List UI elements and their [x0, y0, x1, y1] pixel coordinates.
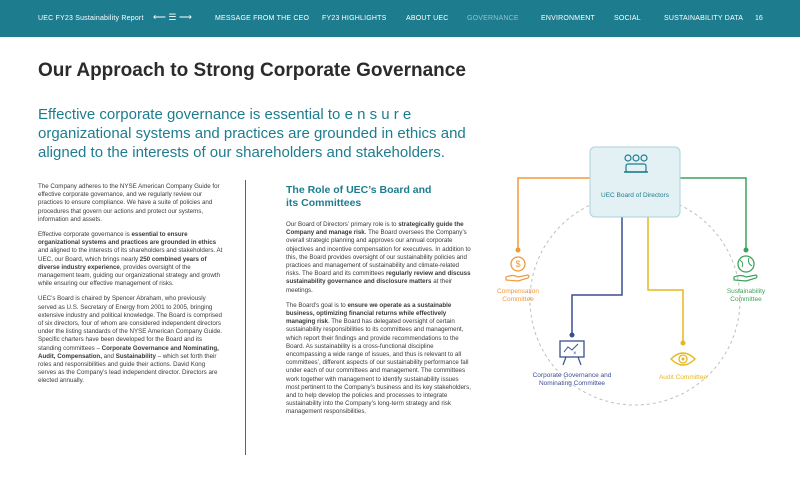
nav-fy23-highlights[interactable]: FY23 HIGHLIGHTS	[322, 15, 387, 22]
compensation-connector	[518, 178, 590, 250]
sustainability-connector-dot	[744, 248, 749, 253]
lead-statement: Effective corporate governance is essential to e n s u r e organizational systems and practices are grounded in ethics and aligned to the interests of our shareholders and stakeholders.	[38, 106, 466, 161]
page-title: Our Approach to Strong Corporate Governance	[38, 60, 466, 81]
money-hand-icon	[503, 254, 533, 284]
svg-text:×: ×	[573, 351, 577, 357]
audit-connector-dot	[681, 341, 686, 346]
audit-connector	[648, 217, 683, 343]
globe-hand-icon	[731, 254, 761, 284]
navigation-arrows[interactable]: ⟵ ☰ ⟶	[153, 12, 192, 22]
left-column	[38, 183, 223, 393]
svg-text:$: $	[515, 259, 521, 269]
sustainability-label: Sustainability Committee	[726, 288, 766, 303]
middle-paragraph-2: The Board’s goal is to ensure we operate as a sustainable business, optimizing financial returns while effectively managing risk. The Board has delegated oversight of certain sustainability responsibilities to its committees and management, which report their findings and provide recommendations to the Board. As sustainability is a cross-functional discipline encompassing a wide range of issues, and thus is relevant to all committees’, different aspects of our sustainability performance fall under each of our committees and management. The committees work together with management to identify sustainability issues most pertinent to the Company’s business and its key stakeholders, and to help develop the policies and processes to integrate sustainability into the Company’s long-term strategy and risk management responsibilities.	[286, 301, 471, 416]
middle-body	[286, 221, 472, 424]
section-heading: The Role of UEC’s Board and its Committees	[286, 184, 432, 209]
diagram-lines	[490, 130, 790, 486]
compensation-connector-dot	[516, 248, 521, 253]
nav-environment[interactable]: ENVIRONMENT	[541, 15, 595, 22]
left-paragraph-3: UEC’s Board is chaired by Spencer Abraham, who previously served as U.S. Secretary of Energy from 2001 to 2005, bringing extensive industry and political knowledge. The Board is comprised of six directors, four of whom are considered independent directors under the listing standards of the NYSE American Company Guide. Specific charters have been developed for the Board and its standing committees – Corporate Governance and Nominating, Audit, Compensation, and Sustainability – which set forth their roles and responsibilities and guide their actions. David Kong serves as the Company’s lead independent director. Directors are elected annually.	[38, 295, 223, 385]
nav-social[interactable]: SOCIAL	[614, 15, 641, 22]
board-label: UEC Board of Directors	[601, 192, 669, 199]
nav-sustainability-data[interactable]: SUSTAINABILITY DATA	[664, 15, 744, 22]
middle-paragraph-1: Our Board of Directors’ primary role is to strategically guide the Company and manage risk. The Board oversees the Company’s overall strategic planning and approves our annual corporate objectives and incentive compensation for executives. In addition to this, the Board provides oversight of our sustainability policies and practices and management of sustainability and climate-related risks. The Board and its committees regularly review and discuss sustainability governance and disclosure matters at their meetings.	[286, 221, 471, 294]
nav-governance[interactable]: GOVERNANCE	[467, 15, 519, 22]
nav-message-from-ceo[interactable]: MESSAGE FROM THE CEO	[215, 15, 310, 22]
audit-label: Audit Committee	[658, 374, 708, 381]
page-number: 16	[755, 15, 763, 22]
governance-diagram	[490, 130, 790, 486]
left-paragraph-2: Effective corporate governance is essential to ensure organizational systems and practices are grounded in ethics and aligned to the interests of its shareholders and stakeholders. At UEC, our Board, which brings nearly 250 combined years of diverse industry experience, provides oversight of the management team, guiding our organizational strategy and growth while ensuring our effective management of risks.	[38, 231, 223, 288]
governance-label: Corporate Governance and Nominating Committee	[532, 372, 612, 387]
nav-about-uec[interactable]: ABOUT UEC	[406, 15, 449, 22]
left-paragraph-1: The Company adheres to the NYSE American Company Guide for effective corporate governance, and we regularly review our practices to ensure compliance. We have a suite of policies and procedures that govern our actions and protect our systems, information and assets.	[38, 183, 220, 223]
people-table-icon	[621, 153, 651, 179]
sustainability-connector	[680, 178, 746, 250]
governance-connector-dot	[570, 333, 575, 338]
compensation-label: Compensation Committee	[497, 288, 539, 303]
top-navigation-bar	[0, 0, 800, 37]
column-divider	[245, 180, 246, 455]
presentation-icon	[556, 338, 588, 368]
audit-eye-icon	[668, 346, 698, 372]
report-title[interactable]: UEC FY23 Sustainability Report	[38, 15, 144, 22]
governance-connector	[572, 217, 622, 335]
